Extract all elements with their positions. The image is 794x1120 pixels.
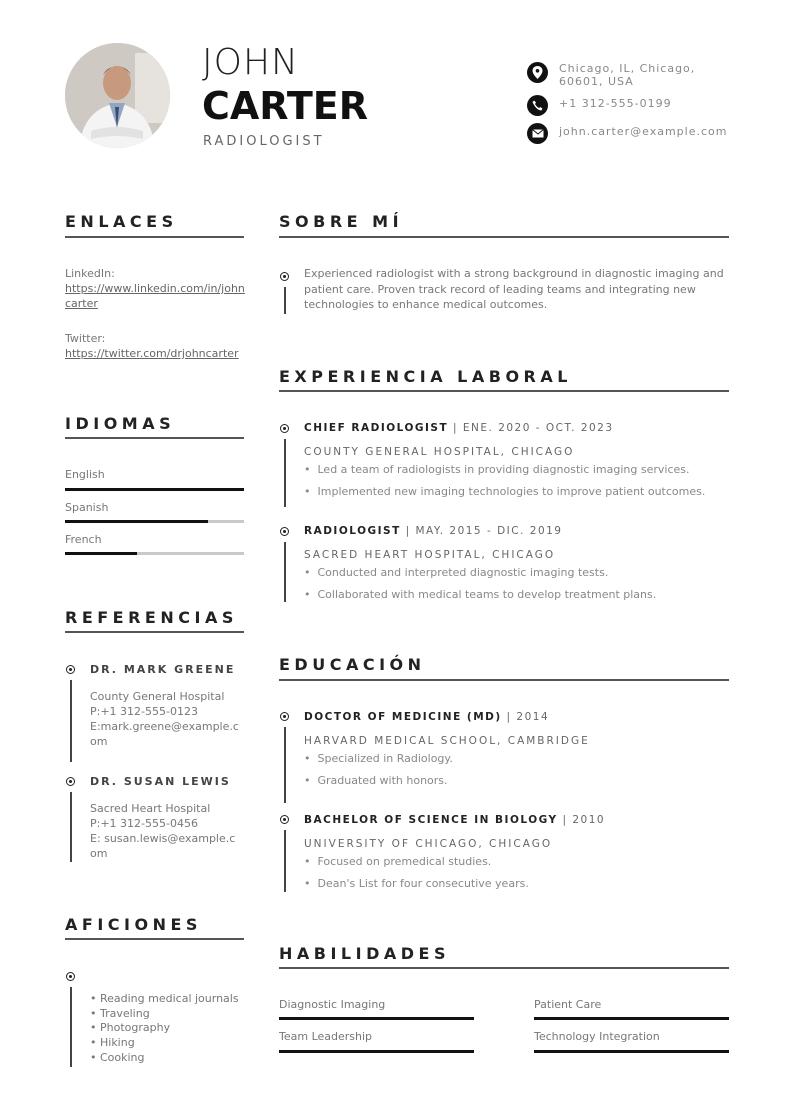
bullet-text: Focused on premedical studies. (317, 855, 492, 868)
language-name-spanish: Spanish (65, 501, 109, 514)
bullet-text: Dean's List for four consecutive years. (317, 877, 529, 890)
separator: | (453, 422, 459, 434)
bullet-glyph: • (304, 752, 311, 765)
bullet-glyph: • (304, 774, 311, 787)
job-role: RADIOLOGIST (304, 525, 401, 537)
job-org: COUNTY GENERAL HOSPITAL, CHICAGO (304, 446, 575, 458)
education-bullet (304, 855, 491, 868)
job-bullet (304, 463, 690, 476)
job-role: CHIEF RADIOLOGIST (304, 422, 449, 434)
skill-bar (534, 1050, 729, 1053)
skill-name: Patient Care (534, 998, 602, 1011)
education-year: 2014 (516, 711, 550, 723)
language-bar-fill (65, 520, 208, 523)
links-divider (65, 236, 244, 238)
language-name-french: French (65, 533, 102, 546)
hobby-item: • Hiking (90, 1036, 135, 1050)
timeline-line (284, 439, 286, 507)
timeline-line (284, 287, 286, 314)
hobbies-list (90, 992, 239, 1066)
skill-bar (279, 1050, 474, 1053)
timeline-line (70, 987, 72, 1067)
skill-name: Technology Integration (534, 1030, 660, 1043)
education-entry-title (304, 814, 605, 826)
linkedin-label: LinkedIn: (65, 267, 115, 280)
links-block (65, 266, 245, 361)
hobby-item: • Traveling (90, 1006, 150, 1020)
language-bar-french (65, 552, 244, 555)
timeline-line (70, 792, 72, 862)
job-title: RADIOLOGIST (203, 134, 325, 149)
doctor-portrait-image (65, 43, 170, 148)
hobby-item: • Photography (90, 1021, 171, 1035)
timeline-line (284, 542, 286, 602)
skill-bar (279, 1017, 474, 1020)
reference-org: County General Hospital (90, 690, 225, 703)
job-bullet (304, 566, 608, 579)
degree: BACHELOR OF SCIENCE IN BIOLOGY (304, 814, 558, 826)
twitter-link[interactable]: https://twitter.com/drjohncarter (65, 347, 239, 360)
language-bar-english (65, 488, 244, 491)
language-bar-spanish (65, 520, 244, 523)
contact-email (527, 123, 729, 144)
bullet-text: Collaborated with medical teams to develop treatment plans. (317, 588, 657, 601)
bullet-text: Implemented new imaging technologies to improve patient outcomes. (317, 485, 706, 498)
contact-location (527, 62, 729, 88)
skill-bar-fill (279, 1050, 474, 1053)
timeline-dot-icon (280, 712, 289, 721)
about-section-title: SOBRE MÍ (279, 212, 404, 231)
education-bullet (304, 877, 529, 890)
language-bar-fill (65, 552, 137, 555)
timeline-dot-icon (280, 272, 289, 281)
skill-name: Diagnostic Imaging (279, 998, 386, 1011)
timeline-dot-icon (66, 972, 75, 981)
experience-section-title: EXPERIENCIA LABORAL (279, 367, 572, 386)
hobby-item: • Cooking (90, 1050, 145, 1064)
envelope-icon (527, 123, 548, 144)
languages-divider (65, 437, 244, 439)
degree: DOCTOR OF MEDICINE (MD) (304, 711, 502, 723)
job-entry-title (304, 422, 614, 434)
education-bullet (304, 774, 448, 787)
experience-divider (279, 390, 729, 392)
last-name: CARTER (202, 84, 368, 128)
timeline-dot-icon (66, 777, 75, 786)
linkedin-link[interactable]: https://www.linkedin.com/in/johncarter (65, 282, 245, 310)
job-entry-title (304, 525, 563, 537)
bullet-glyph: • (304, 588, 311, 601)
reference-name: DR. MARK GREENE (90, 663, 236, 676)
job-bullet (304, 588, 656, 601)
school-name: UNIVERSITY OF CHICAGO, CHICAGO (304, 838, 553, 850)
reference-phone: P:+1 312-555-0456 (90, 817, 198, 830)
language-bar-fill (65, 488, 244, 491)
school-name: HARVARD MEDICAL SCHOOL, CAMBRIDGE (304, 735, 590, 747)
skill-bar-fill (279, 1017, 474, 1020)
location-text: Chicago, IL, Chicago, 60601, USA (559, 62, 696, 88)
job-dates: MAY. 2015 - DIC. 2019 (415, 525, 563, 537)
email-text[interactable]: john.carter@example.com (559, 125, 728, 138)
education-entry-title (304, 711, 549, 723)
education-year: 2010 (572, 814, 606, 826)
map-pin-icon (527, 62, 548, 83)
separator: | (405, 525, 411, 537)
education-bullet (304, 752, 453, 765)
job-bullet (304, 485, 705, 498)
job-dates: ENE. 2020 - OCT. 2023 (462, 422, 614, 434)
reference-details (90, 801, 242, 861)
timeline-dot-icon (66, 665, 75, 674)
bullet-glyph: • (304, 566, 311, 579)
about-divider (279, 236, 729, 238)
languages-section-title: IDIOMAS (65, 414, 176, 433)
skills-divider (279, 967, 729, 969)
timeline-line (70, 680, 72, 762)
bullet-text: Specialized in Radiology. (317, 752, 453, 765)
bullet-text: Graduated with honors. (317, 774, 448, 787)
reference-details (90, 689, 242, 749)
reference-phone: P:+1 312-555-0123 (90, 705, 198, 718)
twitter-label: Twitter: (65, 332, 106, 345)
about-text: Experienced radiologist with a strong background in diagnostic imaging and patient care. Proven track record of leading teams and integrating new technologies to enhance medical outcomes. (304, 267, 724, 311)
separator: | (562, 814, 568, 826)
hobbies-section-title: AFICIONES (65, 915, 202, 934)
references-section-title: REFERENCIAS (65, 608, 238, 627)
bullet-text: Conducted and interpreted diagnostic imaging tests. (317, 566, 609, 579)
timeline-dot-icon (280, 424, 289, 433)
hobbies-divider (65, 938, 244, 940)
skill-bar (534, 1017, 729, 1020)
reference-email: E: susan.lewis@example.com (90, 832, 236, 860)
timeline-line (284, 830, 286, 892)
skill-bar-fill (534, 1050, 729, 1053)
bullet-glyph: • (304, 485, 311, 498)
bullet-text: Led a team of radiologists in providing diagnostic imaging services. (317, 463, 690, 476)
education-divider (279, 679, 729, 681)
skill-name: Team Leadership (279, 1030, 373, 1043)
skills-section-title: HABILIDADES (279, 944, 450, 963)
reference-email: E:mark.greene@example.com (90, 720, 239, 748)
links-section-title: ENLACES (65, 212, 178, 231)
job-org: SACRED HEART HOSPITAL, CHICAGO (304, 549, 556, 561)
timeline-dot-icon (280, 527, 289, 536)
reference-org: Sacred Heart Hospital (90, 802, 211, 815)
hobby-item: • Reading medical journals (90, 992, 239, 1005)
timeline-dot-icon (280, 815, 289, 824)
first-name: JOHN (202, 42, 299, 83)
bullet-glyph: • (304, 855, 311, 868)
education-section-title: EDUCACIÓN (279, 655, 426, 674)
timeline-line (284, 727, 286, 803)
contact-phone (527, 95, 729, 116)
references-divider (65, 631, 244, 633)
bullet-glyph: • (304, 463, 311, 476)
separator: | (506, 711, 512, 723)
profile-photo (65, 43, 170, 148)
language-name-english: English (65, 468, 105, 481)
phone-text: +1 312-555-0199 (559, 97, 672, 110)
phone-icon (527, 95, 548, 116)
bullet-glyph: • (304, 877, 311, 890)
skill-bar-fill (534, 1017, 729, 1020)
reference-name: DR. SUSAN LEWIS (90, 775, 231, 788)
